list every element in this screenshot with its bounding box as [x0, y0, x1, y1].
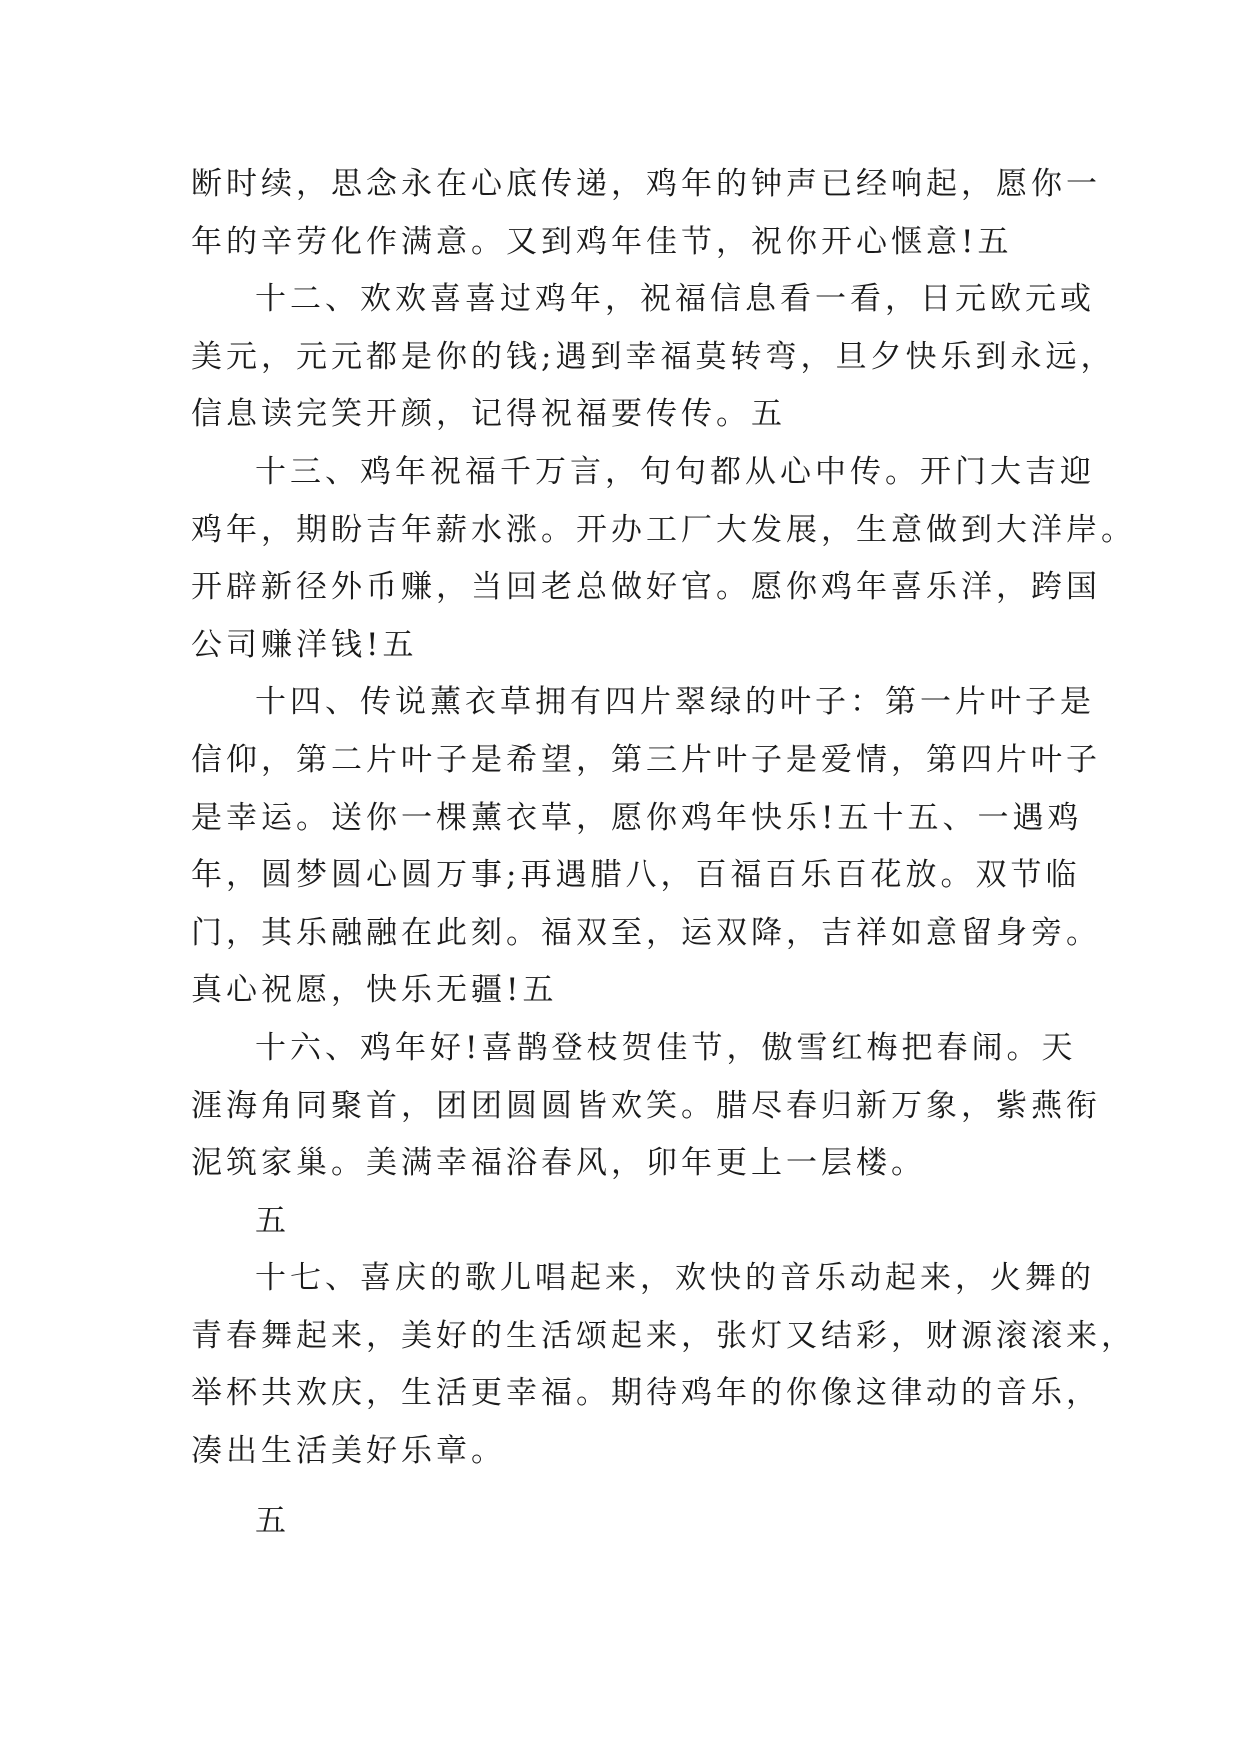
text-line: 举杯共欢庆，生活更幸福。期待鸡年的你像这律动的音乐，: [191, 1375, 1101, 1412]
text-line: 涯海角同聚首，团团圆圆皆欢笑。腊尽春归新万象，紫燕衔: [191, 1087, 1101, 1124]
text-line: 年，圆梦圆心圆万事;再遇腊八，百福百乐百花放。双节临: [191, 857, 1081, 894]
text-line: 开辟新径外币赚，当回老总做好官。愿你鸡年喜乐洋，跨国: [191, 569, 1101, 606]
paragraph-17-start: 十七、喜庆的歌儿唱起来，欢快的音乐动起来，火舞的: [255, 1260, 1095, 1297]
paragraph-13-start: 十三、鸡年祝福千万言，句句都从心中传。开门大吉迎: [255, 453, 1095, 490]
document-body: [191, 156, 1136, 1550]
text-line: 断时续，思念永在心底传递，鸡年的钟声已经响起，愿你一: [191, 166, 1101, 202]
text-line: 是幸运。送你一棵薰衣草，愿你鸡年快乐!五十五、一遇鸡: [191, 799, 1083, 836]
text-line: 鸡年，期盼吉年薪水涨。开办工厂大发展，生意做到大洋岸。: [191, 511, 1136, 548]
text-line: 美元，元元都是你的钱;遇到幸福莫转弯，旦夕快乐到永远，: [191, 338, 1116, 375]
standalone-line: 五: [255, 1502, 290, 1539]
paragraph-16-start: 十六、鸡年好!喜鹊登枝贺佳节，傲雪红梅把春闹。天: [255, 1029, 1077, 1066]
standalone-line: 五: [255, 1202, 290, 1239]
text-line: 年的辛劳化作满意。又到鸡年佳节，祝你开心惬意!五: [191, 223, 1013, 260]
text-line: 泥筑家巢。美满幸福浴春风，卯年更上一层楼。: [191, 1145, 926, 1182]
paragraph-12-start: 十二、欢欢喜喜过鸡年，祝福信息看一看，日元欧元或: [255, 281, 1095, 318]
text-line: 真心祝愿，快乐无疆!五: [191, 972, 558, 1009]
text-line: 公司赚洋钱!五: [191, 626, 418, 663]
spacer: [191, 1481, 1061, 1493]
text-line: 信仰，第二片叶子是希望，第三片叶子是爱情，第四片叶子: [191, 741, 1101, 778]
text-line: 凑出生活美好乐章。: [191, 1433, 506, 1470]
paragraph-14-start: 十四、传说薰衣草拥有四片翠绿的叶子：第一片叶子是: [255, 684, 1095, 721]
text-line: 信息读完笑开颜，记得祝福要传传。五: [191, 396, 786, 433]
text-line: 青春舞起来，美好的生活颂起来，张灯又结彩，财源滚滚来，: [191, 1317, 1136, 1354]
text-line: 门，其乐融融在此刻。福双至，运双降，吉祥如意留身旁。: [191, 914, 1101, 951]
